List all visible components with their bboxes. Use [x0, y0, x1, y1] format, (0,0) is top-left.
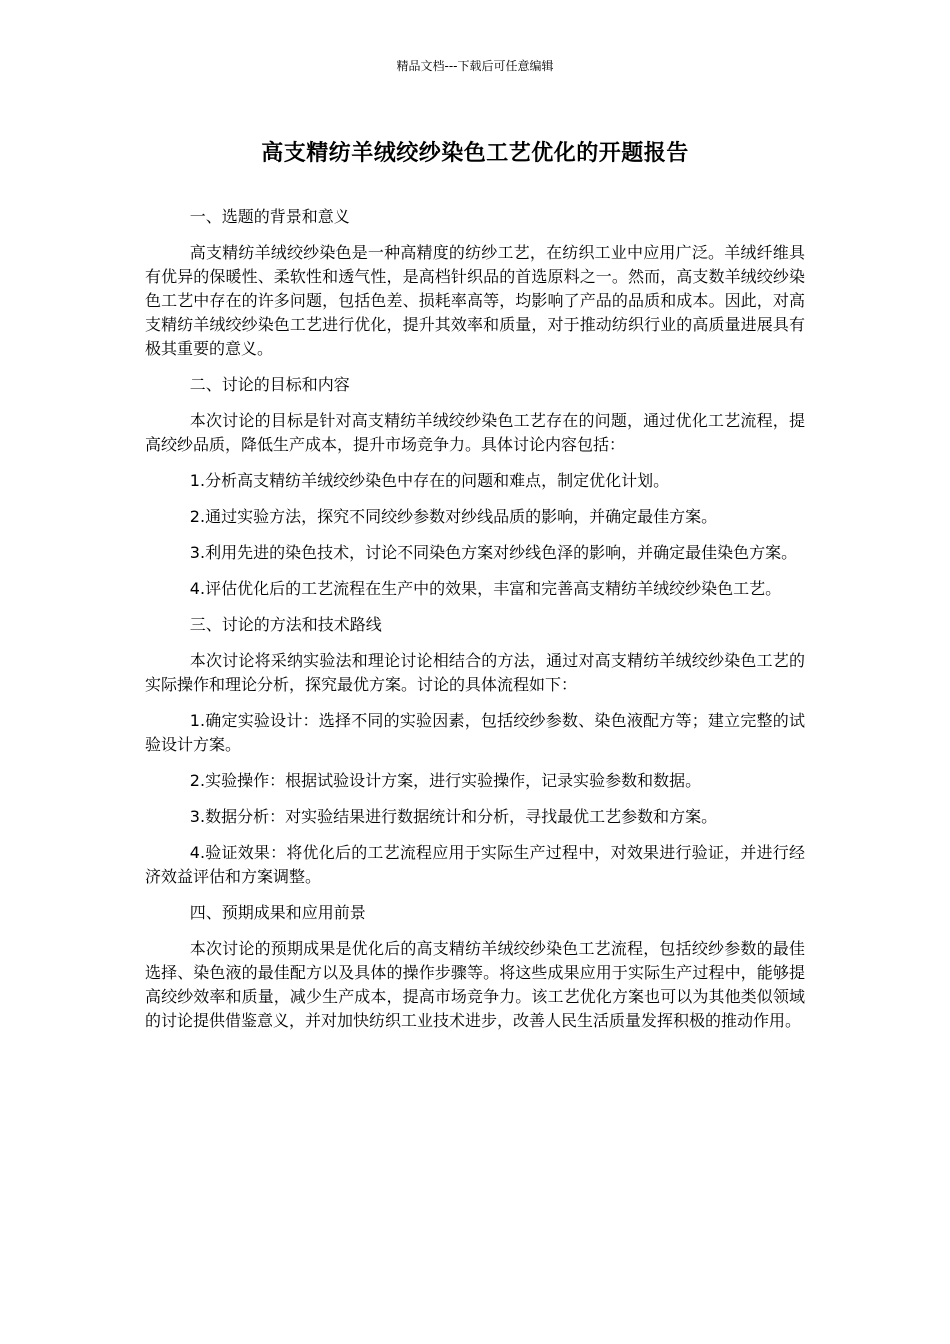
list-item-goal-3: 3.利用先进的染色技术，讨论不同染色方案对纱线色泽的影响，并确定最佳染色方案。: [189, 543, 798, 562]
list-item-goal-4: 4.评估优化后的工艺流程在生产中的效果，丰富和完善高支精纺羊绒绞纱染色工艺。: [189, 579, 782, 598]
document-title: 高支精纺羊绒绞纱染色工艺优化的开题报告: [261, 141, 689, 166]
list-item-method-2: 2.实验操作：根据试验设计方案，进行实验操作，记录实验参数和数据。: [189, 771, 702, 790]
list-item-goal-1: 1.分析高支精纺羊绒绞纱染色中存在的问题和难点，制定优化计划。: [189, 471, 670, 490]
section-heading-background: 一、选题的背景和意义: [189, 207, 350, 226]
section-heading-outcomes: 四、预期成果和应用前景: [189, 903, 366, 922]
list-item-method-3: 3.数据分析：对实验结果进行数据统计和分析，寻找最优工艺参数和方案。: [189, 807, 718, 826]
list-item-goal-2: 2.通过实验方法，探究不同绞纱参数对纱线品质的影响，并确定最佳方案。: [189, 507, 718, 526]
document-body: [145, 205, 805, 1045]
list-item-method-1: 1.确定实验设计：选择不同的实验因素，包括绞纱参数、染色液配方等；建立完整的试验设计方案。: [145, 711, 805, 754]
paragraph-goals-intro: 本次讨论的目标是针对高支精纺羊绒绞纱染色工艺存在的问题，通过优化工艺流程，提高绞纱品质，降低生产成本，提升市场竞争力。具体讨论内容包括：: [145, 411, 805, 454]
section-heading-goals: 二、讨论的目标和内容: [189, 375, 350, 394]
list-item-method-4: 4.验证效果：将优化后的工艺流程应用于实际生产过程中，对效果进行验证，并进行经济效益评估和方案调整。: [145, 843, 805, 886]
paragraph-methods-intro: 本次讨论将采纳实验法和理论讨论相结合的方法，通过对高支精纺羊绒绞纱染色工艺的实际操作和理论分析，探究最优方案。讨论的具体流程如下：: [145, 651, 805, 694]
header-note: 精品文档---下载后可任意编辑: [396, 59, 554, 73]
paragraph-outcomes: 本次讨论的预期成果是优化后的高支精纺羊绒绞纱染色工艺流程，包括绞纱参数的最佳选择、染色液的最佳配方以及具体的操作步骤等。将这些成果应用于实际生产过程中，能够提高绞纱效率和质量，减少生产成本，提高市场竞争力。该工艺优化方案也可以为其他类似领域的讨论提供借鉴意义，并对加快纺织工业技术进步，改善人民生活质量发挥积极的推动作用。: [145, 939, 805, 1030]
section-heading-methods: 三、讨论的方法和技术路线: [189, 615, 382, 634]
paragraph-background: 高支精纺羊绒绞纱染色是一种高精度的纺纱工艺，在纺织工业中应用广泛。羊绒纤维具有优异的保暖性、柔软性和透气性，是高档针织品的首选原料之一。然而，高支数羊绒绞纱染色工艺中存在的许多问题，包括色差、损耗率高等，均影响了产品的品质和成本。因此，对高支精纺羊绒绞纱染色工艺进行优化，提升其效率和质量，对于推动纺织行业的高质量进展具有极其重要的意义。: [145, 243, 805, 358]
